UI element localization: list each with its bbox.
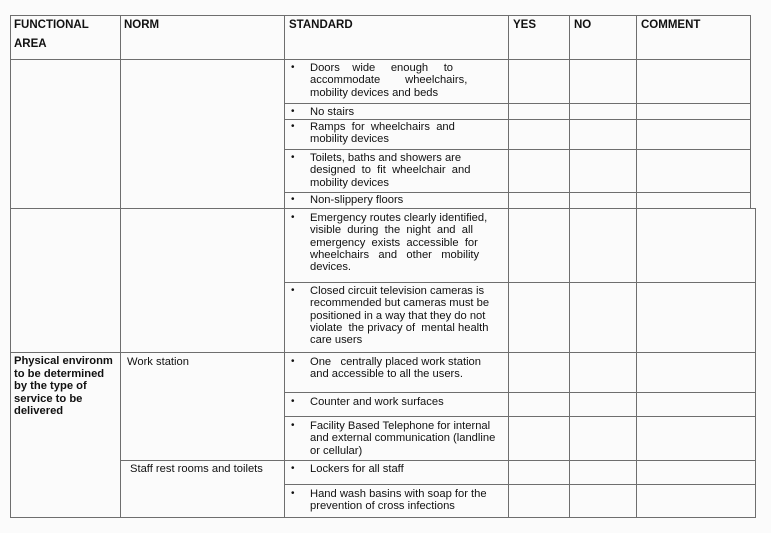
standard-line: mobility devices bbox=[310, 133, 389, 146]
standard-line: prevention of cross infections bbox=[310, 500, 455, 513]
row-divider bbox=[284, 416, 756, 417]
row-divider bbox=[284, 149, 751, 150]
header-norm: NORM bbox=[124, 19, 160, 31]
row-divider bbox=[284, 119, 751, 120]
header-yes: YES bbox=[513, 19, 537, 31]
standard-line: wheelchairs and other mobility bbox=[310, 248, 480, 261]
functional-area-line: delivered bbox=[14, 405, 64, 417]
header-functional-area: FUNCTIONAL bbox=[14, 19, 89, 31]
table-border-right bbox=[750, 15, 751, 209]
standard-line: Doors wide enough to bbox=[310, 62, 454, 74]
functional-area-line: service to be bbox=[14, 392, 83, 405]
bullet-icon: • bbox=[291, 396, 295, 407]
standard-line: mobility devices bbox=[310, 176, 389, 189]
header-comment: COMMENT bbox=[641, 19, 701, 31]
header-functional-area-2: AREA bbox=[14, 38, 47, 50]
row-divider bbox=[284, 484, 756, 485]
bullet-icon: • bbox=[291, 463, 295, 474]
standard-line: Non-slippery floors bbox=[310, 194, 404, 206]
bullet-icon: • bbox=[291, 62, 295, 73]
standard-line: Lockers for all staff bbox=[310, 463, 404, 475]
norm-staff-rest-rooms: Staff rest rooms and toilets bbox=[130, 463, 263, 475]
standard-line: and accessible to all the users. bbox=[310, 368, 463, 381]
standard-line: and external communication (landline bbox=[310, 432, 496, 445]
standard-line: Counter and work surfaces bbox=[310, 396, 444, 408]
standard-line: Ramps for wheelchairs and bbox=[310, 121, 455, 133]
functional-area-line: by the type of bbox=[14, 380, 87, 392]
standard-line: Hand wash basins with soap for the bbox=[310, 488, 487, 500]
standard-line: Toilets, baths and showers are bbox=[310, 152, 462, 164]
norm-work-station: Work station bbox=[127, 356, 189, 368]
table-border-right bbox=[755, 208, 756, 518]
bullet-icon: • bbox=[291, 106, 295, 117]
bullet-icon: • bbox=[291, 488, 295, 499]
standard-line: mobility devices and beds bbox=[310, 86, 439, 99]
table-border-left bbox=[10, 15, 11, 518]
col-divider-no bbox=[569, 15, 570, 518]
standard-line: care users bbox=[310, 334, 363, 347]
row-divider bbox=[120, 460, 756, 461]
col-divider-yes bbox=[508, 15, 509, 518]
standard-line: violate the privacy of mental health bbox=[310, 321, 489, 334]
col-divider-standard bbox=[284, 15, 285, 518]
bullet-icon: • bbox=[291, 194, 295, 205]
standard-line: One centrally placed work station bbox=[310, 356, 482, 368]
header-row-divider bbox=[10, 59, 751, 60]
header-standard: STANDARD bbox=[289, 19, 353, 31]
bullet-icon: • bbox=[291, 285, 295, 296]
functional-area-line: Physical environm bbox=[14, 355, 113, 367]
bullet-icon: • bbox=[291, 420, 295, 431]
standard-line: designed to fit wheelchair and bbox=[310, 164, 471, 177]
table-border-bottom bbox=[10, 517, 756, 518]
functional-area-line: to be determined bbox=[14, 367, 105, 380]
standard-line: positioned in a way that they do not bbox=[310, 309, 486, 322]
standard-line: Closed circuit television cameras is bbox=[310, 285, 485, 297]
bullet-icon: • bbox=[291, 212, 295, 223]
row-divider bbox=[284, 103, 751, 104]
section-divider bbox=[10, 352, 756, 353]
col-divider-comment bbox=[636, 15, 637, 518]
header-no: NO bbox=[574, 19, 592, 31]
standard-line: or cellular) bbox=[310, 444, 363, 457]
row-divider bbox=[284, 192, 751, 193]
standard-line: No stairs bbox=[310, 106, 355, 118]
row-divider bbox=[284, 392, 756, 393]
section-divider bbox=[10, 208, 756, 209]
standard-line: accommodate wheelchairs, bbox=[310, 74, 468, 87]
standard-line: Facility Based Telephone for internal bbox=[310, 420, 491, 432]
standard-line: recommended but cameras must be bbox=[310, 297, 490, 310]
table-border-top bbox=[10, 15, 751, 16]
standard-line: visible during the night and all bbox=[310, 224, 473, 237]
standard-line: emergency exists accessible for bbox=[310, 236, 478, 249]
standard-line: Emergency routes clearly identified, bbox=[310, 212, 488, 224]
standard-line: devices. bbox=[310, 261, 352, 274]
row-divider bbox=[284, 282, 756, 283]
bullet-icon: • bbox=[291, 152, 295, 163]
col-divider-norm bbox=[120, 15, 121, 518]
bullet-icon: • bbox=[291, 356, 295, 367]
bullet-icon: • bbox=[291, 121, 295, 132]
